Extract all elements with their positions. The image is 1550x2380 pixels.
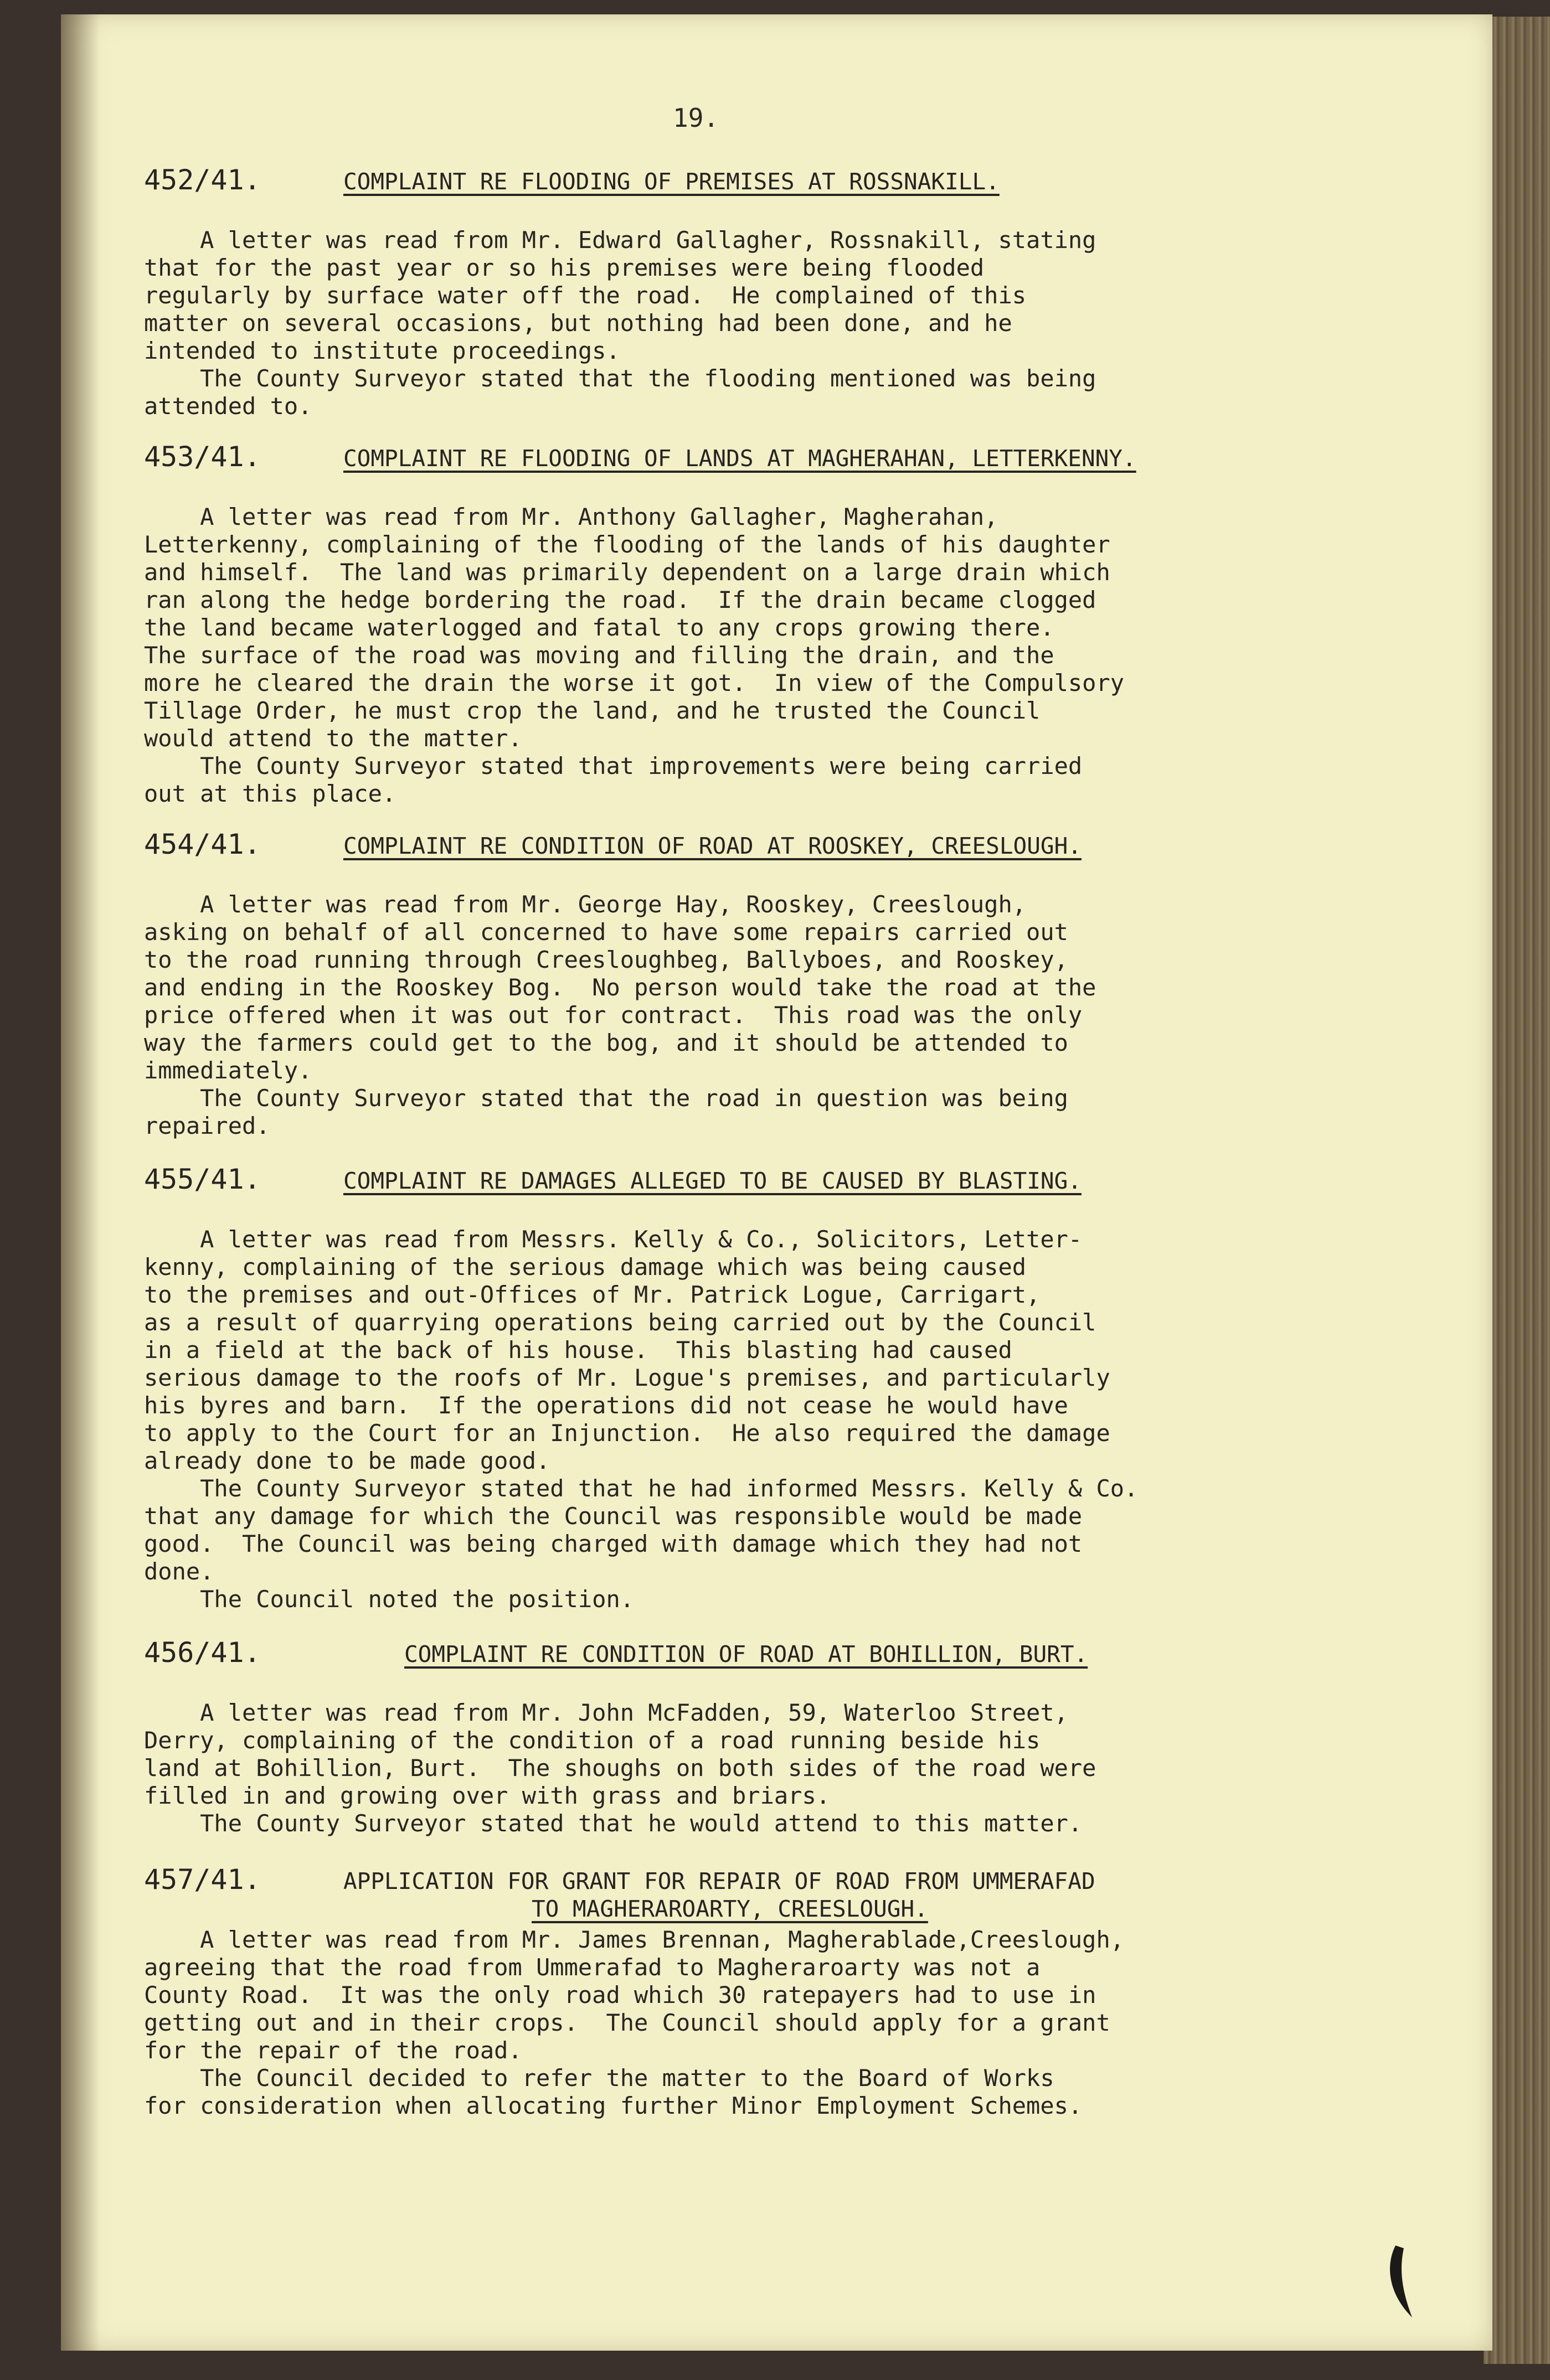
body-line: agreeing that the road from Ummerafad to Magheraroarty was not a: [144, 1954, 1041, 1981]
body-line: County Road. It was the only road which 30 ratepayers had to use in: [144, 1981, 1096, 2009]
body-line: The Council decided to refer the matter to the Board of Works: [144, 2064, 1054, 2092]
body-line: A letter was read from Mr. James Brennan, Magherablade,Creeslough,: [144, 1926, 1125, 1953]
body-line: The County Surveyor stated that improvements were being carried: [144, 752, 1083, 779]
body-line: The Council noted the position.: [144, 1586, 635, 1613]
minute-heading: COMPLAINT RE CONDITION OF ROAD AT BOHILLION, BURT.: [404, 1641, 1088, 1667]
spine-shadow: [61, 14, 100, 2351]
body-line: Derry, complaining of the condition of a road running beside his: [144, 1727, 1041, 1754]
minute-heading: [343, 1867, 1095, 1923]
body-line: in a field at the back of his house. This blasting had caused: [144, 1336, 1012, 1364]
body-line: kenny, complaining of the serious damage which was being caused: [144, 1253, 1027, 1281]
body-line: his byres and barn. If the operations did not cease he would have: [144, 1392, 1068, 1419]
body-line: repaired.: [144, 1112, 270, 1139]
minute-entry-457: [144, 1863, 1423, 2120]
minute-number: 454/41.: [144, 828, 261, 860]
body-line: filled in and growing over with grass and briars.: [144, 1782, 831, 1809]
body-line: to apply to the Court for an Injunction. He also required the damage: [144, 1419, 1110, 1447]
body-line: asking on behalf of all concerned to have some repairs carried out: [144, 918, 1068, 946]
body-line: way the farmers could get to the bog, and it should be attended to: [144, 1029, 1068, 1056]
body-line: the land became waterlogged and fatal to any crops growing there.: [144, 614, 1054, 641]
body-line: A letter was read from Messrs. Kelly & Co., Solicitors, Letter-: [144, 1226, 1083, 1253]
book-page-edges: [1484, 17, 1550, 2364]
body-line: The surface of the road was moving and filling the drain, and the: [144, 642, 1054, 669]
body-line: immediately.: [144, 1057, 312, 1084]
body-line: done.: [144, 1558, 214, 1585]
ink-mark: [1379, 2234, 1423, 2323]
body-line: out at this place.: [144, 780, 396, 807]
body-line: Letterkenny, complaining of the flooding of the lands of his daughter: [144, 531, 1110, 558]
body-line: A letter was read from Mr. George Hay, Rooskey, Creeslough,: [144, 891, 1027, 918]
minute-heading: COMPLAINT RE CONDITION OF ROAD AT ROOSKEY, CREESLOUGH.: [343, 833, 1082, 859]
minute-heading-line-1: APPLICATION FOR GRANT FOR REPAIR OF ROAD FROM UMMERAFAD: [343, 1868, 1095, 1894]
minute-number: 453/41.: [144, 441, 261, 473]
body-line: ran along the hedge bordering the road. If the drain became clogged: [144, 586, 1096, 613]
body-line: and himself. The land was primarily dependent on a large drain which: [144, 559, 1110, 586]
body-line: Tillage Order, he must crop the land, and he trusted the Council: [144, 697, 1041, 724]
minute-heading-line-2: TO MAGHERAROARTY, CREESLOUGH.: [532, 1896, 928, 1922]
body-line: and ending in the Rooskey Bog. No person would take the road at the: [144, 974, 1096, 1001]
body-line: serious damage to the roofs of Mr. Logue's premises, and particularly: [144, 1364, 1110, 1391]
minute-heading: COMPLAINT RE FLOODING OF LANDS AT MAGHERAHAN, LETTERKENNY.: [343, 445, 1136, 472]
body-line: already done to be made good.: [144, 1447, 550, 1474]
minute-number: 455/41.: [144, 1163, 261, 1195]
minute-number: 457/41.: [144, 1863, 261, 1896]
body-line: more he cleared the drain the worse it got. In view of the Compulsory: [144, 669, 1125, 696]
minute-entry-456: [144, 1636, 1423, 1837]
minute-heading: COMPLAINT RE FLOODING OF PREMISES AT ROSSNAKILL.: [343, 168, 1000, 195]
minute-heading: COMPLAINT RE DAMAGES ALLEGED TO BE CAUSED BY BLASTING.: [343, 1168, 1082, 1194]
minute-entry-455: [144, 1163, 1423, 1613]
body-line: The County Surveyor stated that the road in question was being: [144, 1085, 1068, 1112]
body-line: that any damage for which the Council was responsible would be made: [144, 1503, 1083, 1530]
body-line: attended to.: [144, 393, 312, 420]
minute-number: 452/41.: [144, 164, 261, 196]
minute-entry-454: [144, 828, 1423, 1140]
body-line: to the road running through Creesloughbeg, Ballyboes, and Rooskey,: [144, 946, 1068, 973]
body-line: as a result of quarrying operations being carried out by the Council: [144, 1309, 1096, 1336]
body-line: land at Bohillion, Burt. The shoughs on both sides of the road were: [144, 1754, 1096, 1782]
body-line: would attend to the matter.: [144, 725, 522, 752]
minute-number: 456/41.: [144, 1636, 261, 1669]
document-page: [61, 14, 1492, 2351]
body-line: getting out and in their crops. The Council should apply for a grant: [144, 2009, 1110, 2036]
body-line: good. The Council was being charged with damage which they had not: [144, 1530, 1083, 1557]
body-line: The County Surveyor stated that he had informed Messrs. Kelly & Co.: [144, 1475, 1139, 1502]
minute-entry-452: [144, 164, 1423, 420]
body-line: A letter was read from Mr. John McFadden, 59, Waterloo Street,: [144, 1699, 1068, 1726]
body-line: to the premises and out-Offices of Mr. Patrick Logue, Carrigart,: [144, 1281, 1041, 1308]
body-line: for consideration when allocating further Minor Employment Schemes.: [144, 2092, 1083, 2119]
body-line: matter on several occasions, but nothing had been done, and he: [144, 309, 1012, 337]
body-line: intended to institute proceedings.: [144, 337, 620, 364]
page-number: 19.: [673, 103, 719, 133]
minute-entry-453: [144, 441, 1423, 808]
body-line: The County Surveyor stated that the flooding mentioned was being: [144, 365, 1096, 392]
body-line: price offered when it was out for contract. This road was the only: [144, 1001, 1083, 1029]
body-line: that for the past year or so his premises were being flooded: [144, 254, 985, 281]
body-line: The County Surveyor stated that he would attend to this matter.: [144, 1810, 1083, 1837]
body-line: A letter was read from Mr. Anthony Gallagher, Magherahan,: [144, 503, 998, 530]
body-line: for the repair of the road.: [144, 2037, 522, 2064]
body-line: A letter was read from Mr. Edward Gallagher, Rossnakill, stating: [144, 226, 1096, 254]
body-line: regularly by surface water off the road. He complained of this: [144, 282, 1027, 309]
